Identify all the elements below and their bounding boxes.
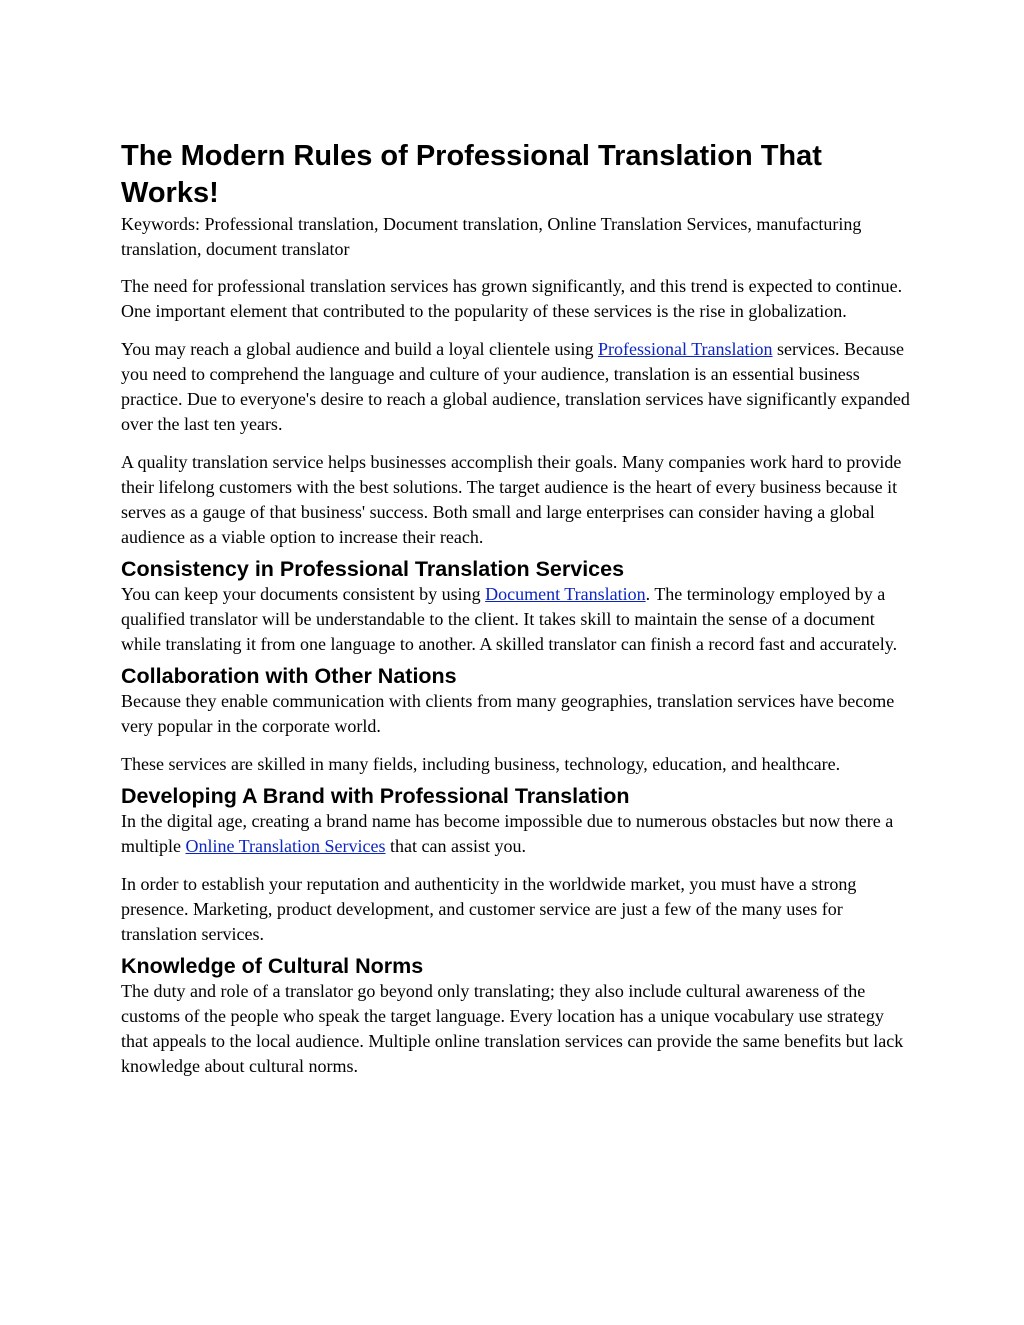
consistency-paragraph-1-before: You can keep your documents consistent by using (121, 584, 486, 604)
brand-paragraph-1-after: that can assist you. (385, 836, 526, 856)
consistency-heading: Consistency in Professional Translation Services (121, 557, 625, 581)
document-page (121, 138, 911, 1079)
online-translation-services-link[interactable]: Online Translation Services (185, 836, 386, 856)
collaboration-paragraph-1: Because they enable communication with clients from many geographies, translation services have become very popular in the corporate world. (121, 691, 895, 736)
document-translation-link[interactable]: Document Translation (485, 584, 646, 604)
intro-paragraph-3: A quality translation service helps businesses accomplish their goals. Many companies work hard to provide their lifelong customers with the best solutions. The target audience is the heart of every business because it serves as a gauge of that business' success. Both small and large enterprises can consider having a global audience as a viable option to increase their reach. (121, 452, 902, 547)
collaboration-heading: Collaboration with Other Nations (121, 664, 457, 688)
cultural-paragraph-1: The duty and role of a translator go beyond only translating; they also include cultural awareness of the customs of the people who speak the target language. Every location has a unique vocabulary use strategy that appeals to the local audience. Multiple online translation services can provide the same benefits but lack knowledge about cultural norms. (121, 981, 904, 1076)
page-title: The Modern Rules of Professional Translation That Works! (121, 140, 822, 209)
consistency-paragraph-1-after: . The terminology employed by a qualified translator will be understandable to the client. It takes skill to maintain the sense of a document while translating it from one language to another. A skilled translator can finish a record fast and accurately. (121, 584, 898, 654)
intro-paragraph-2-after: services. Because you need to comprehend the language and culture of your audience, translation is an essential business practice. Due to everyone's desire to reach a global audience, translation services have significantly expanded over the last ten years. (121, 339, 910, 434)
brand-paragraph-2: In order to establish your reputation and authenticity in the worldwide market, you must have a strong presence. Marketing, product development, and customer service are just a few of the many uses for translation services. (121, 874, 857, 944)
brand-paragraph-1-before: In the digital age, creating a brand name has become impossible due to numerous obstacles but now there a multiple (121, 811, 894, 856)
professional-translation-link[interactable]: Professional Translation (598, 339, 773, 359)
brand-heading: Developing A Brand with Professional Translation (121, 784, 630, 808)
intro-paragraph-2-before: You may reach a global audience and build a loyal clientele using (121, 339, 599, 359)
intro-paragraph-2 (121, 337, 911, 437)
brand-paragraph-1 (121, 809, 911, 859)
consistency-paragraph-1 (121, 582, 911, 657)
cultural-heading: Knowledge of Cultural Norms (121, 954, 424, 978)
keywords-label: Keywords: (121, 214, 200, 234)
collaboration-paragraph-2: These services are skilled in many fields, including business, technology, education, and healthcare. (121, 754, 841, 774)
keywords-text: Professional translation, Document translation, Online Translation Services, manufacturing translation, document translator (121, 214, 862, 259)
keywords-line (121, 212, 911, 262)
intro-paragraph-1: The need for professional translation services has grown significantly, and this trend is expected to continue. One important element that contributed to the popularity of these services is the rise in globalization. (121, 276, 903, 321)
